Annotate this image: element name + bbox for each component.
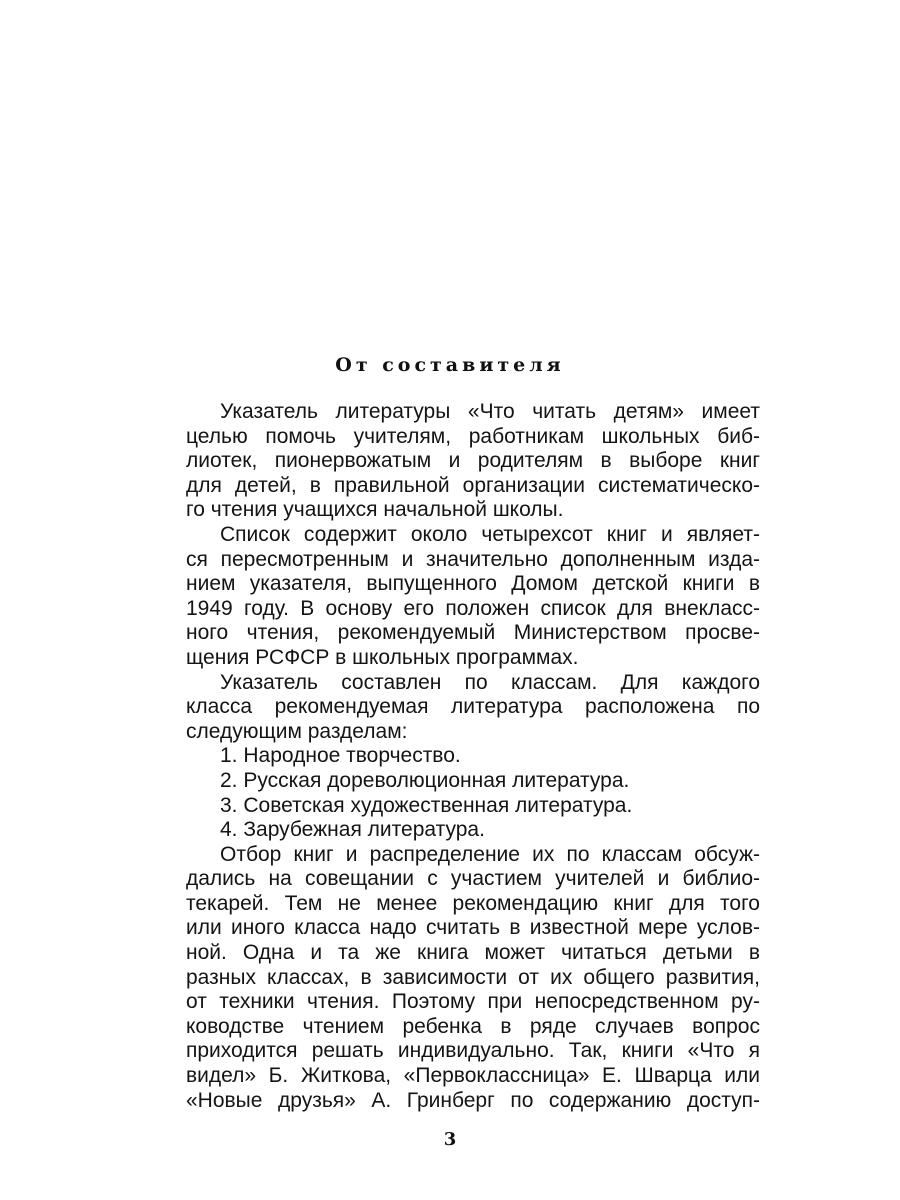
text-line: щения РСФСР в школьных программах. [186, 645, 579, 669]
text-line: Указатель составлен по классам. Для каждого [220, 670, 760, 694]
text-line: Отбор книг и распределение их по классам обсуж- [220, 842, 760, 866]
text-line: для детей, в правильной организации систематическо- [186, 473, 760, 497]
text-line: 1949 году. В основу его положен список для внекласс- [186, 596, 760, 620]
text-line: лиотек, пионервожатым и родителям в выборе книг [186, 449, 760, 473]
text-line: следующим разделам: [186, 719, 408, 743]
text-line: ной. Одна и та же книга может читаться детьми в [186, 941, 760, 965]
text-line: от техники чтения. Поэтому при непосредственном ру- [186, 990, 760, 1014]
text-line: или иного класса надо считать в известной мере услов- [186, 916, 760, 940]
text-line: приходится решать индивидуально. Так, книги «Что я [186, 1039, 760, 1063]
text-line: 1. Народное творчество. [220, 744, 461, 768]
text-line: Указатель литературы «Что читать детям» имеет [220, 400, 760, 423]
text-line: дались на совещании с участием учителей и библио- [186, 867, 760, 891]
text-line: Список содержит около четырехсот книг и являет- [220, 522, 760, 546]
text-line: нием указателя, выпущенного Домом детской книги в [186, 572, 760, 596]
section-heading: От составителя [335, 354, 565, 376]
text-line: ного чтения, рекомендуемый Министерством просве- [186, 621, 760, 645]
text-line: класса рекомендуемая литература расположена по [186, 695, 760, 719]
text-line: видел» Б. Житкова, «Первоклассница» Е. Шварца или [186, 1064, 760, 1088]
text-line: 3. Советская художественная литература. [220, 793, 633, 817]
page-number: 3 [443, 1129, 457, 1150]
body-text [186, 400, 760, 1113]
text-line: текарей. Тем не менее рекомендацию книг для того [186, 891, 760, 915]
text-line: 2. Русская дореволюционная литература. [220, 768, 630, 792]
text-line: 4. Зарубежная литература. [220, 818, 485, 842]
text-line: «Новые друзья» А. Гринберг по содержанию доступ- [186, 1088, 760, 1112]
text-line: ководстве чтением ребенка в ряде случаев вопрос [186, 1014, 760, 1038]
text-line: целью помочь учителям, работникам школьных биб- [186, 424, 760, 448]
text-line: го чтения учащихся начальной школы. [186, 498, 564, 522]
text-line: разных классах, в зависимости от их общего развития, [186, 965, 760, 989]
text-line: ся пересмотренным и значительно дополненным изда- [186, 547, 760, 571]
